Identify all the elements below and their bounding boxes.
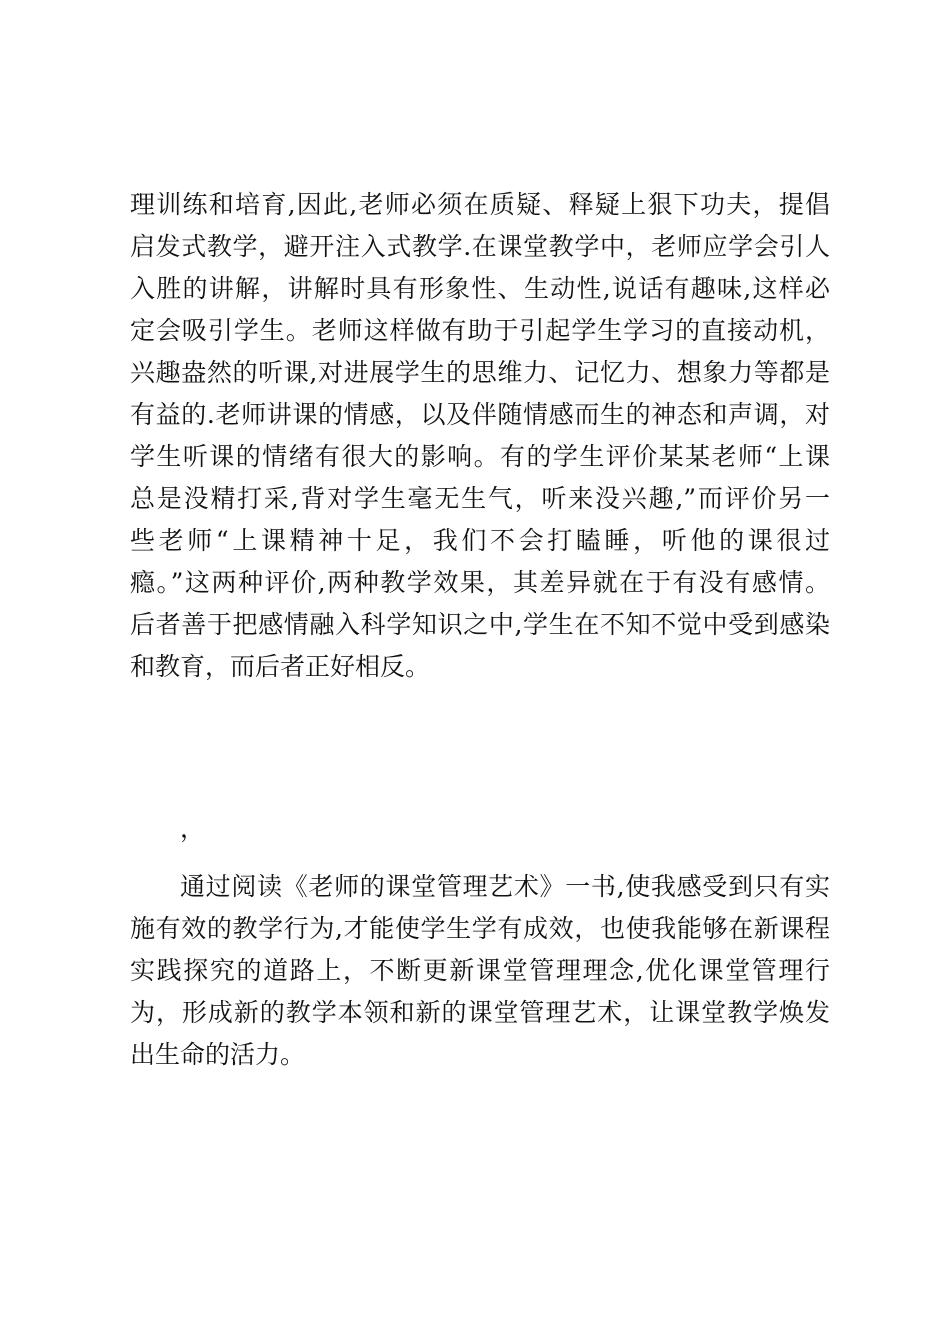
- text-line: 通过阅读《老师的课堂管理艺术》一书,使我感受到只有实: [180, 872, 830, 901]
- text-line: 实践探究的道路上，不断更新课堂管理理念,优化课堂管理行: [130, 956, 830, 985]
- text-line: 有益的.老师讲课的情感，以及伴随情感而生的神态和声调，对: [130, 400, 830, 429]
- text-line: 总是没精打采,背对学生毫无生气，听来没兴趣,”而评价另一: [130, 484, 830, 513]
- body-paragraph: [130, 184, 830, 688]
- text-line: 为，形成新的教学本领和新的课堂管理艺术，让课堂教学焕发: [130, 998, 830, 1027]
- text-line: 和教育，而后者正好相反。: [130, 652, 431, 681]
- text-line: 入胜的讲解，讲解时具有形象性、生动性,说话有趣味,这样必: [130, 274, 830, 303]
- text-line: 学生听课的情绪有很大的影响。有的学生评价某某老师“上课: [130, 442, 830, 471]
- text-line: 后者善于把感情融入科学知识之中,学生在不知不觉中受到感染: [130, 610, 830, 639]
- text-line: 些老师“上课精神十足，我们不会打瞌睡，听他的课很过: [130, 526, 830, 555]
- text-line: 定会吸引学生。老师这样做有助于引起学生学习的直接动机，: [130, 316, 830, 345]
- text-line: 理训练和培育,因此,老师必须在质疑、释疑上狠下功夫，提倡: [130, 190, 830, 219]
- stray-comma-paragraph: [130, 808, 830, 850]
- text-line: ，: [180, 814, 206, 843]
- text-line: 启发式教学，避开注入式教学.在课堂教学中，老师应学会引人: [130, 232, 830, 261]
- text-line: 出生命的活力。: [130, 1040, 306, 1069]
- body-paragraph: [130, 866, 830, 1076]
- text-line: 施有效的教学行为,才能使学生学有成效，也使我能够在新课程: [130, 914, 830, 943]
- text-line: 兴趣盎然的听课,对进展学生的思维力、记忆力、想象力等都是: [130, 358, 830, 387]
- text-line: 瘾。”这两种评价,两种教学效果，其差异就在于有没有感情。: [130, 568, 830, 597]
